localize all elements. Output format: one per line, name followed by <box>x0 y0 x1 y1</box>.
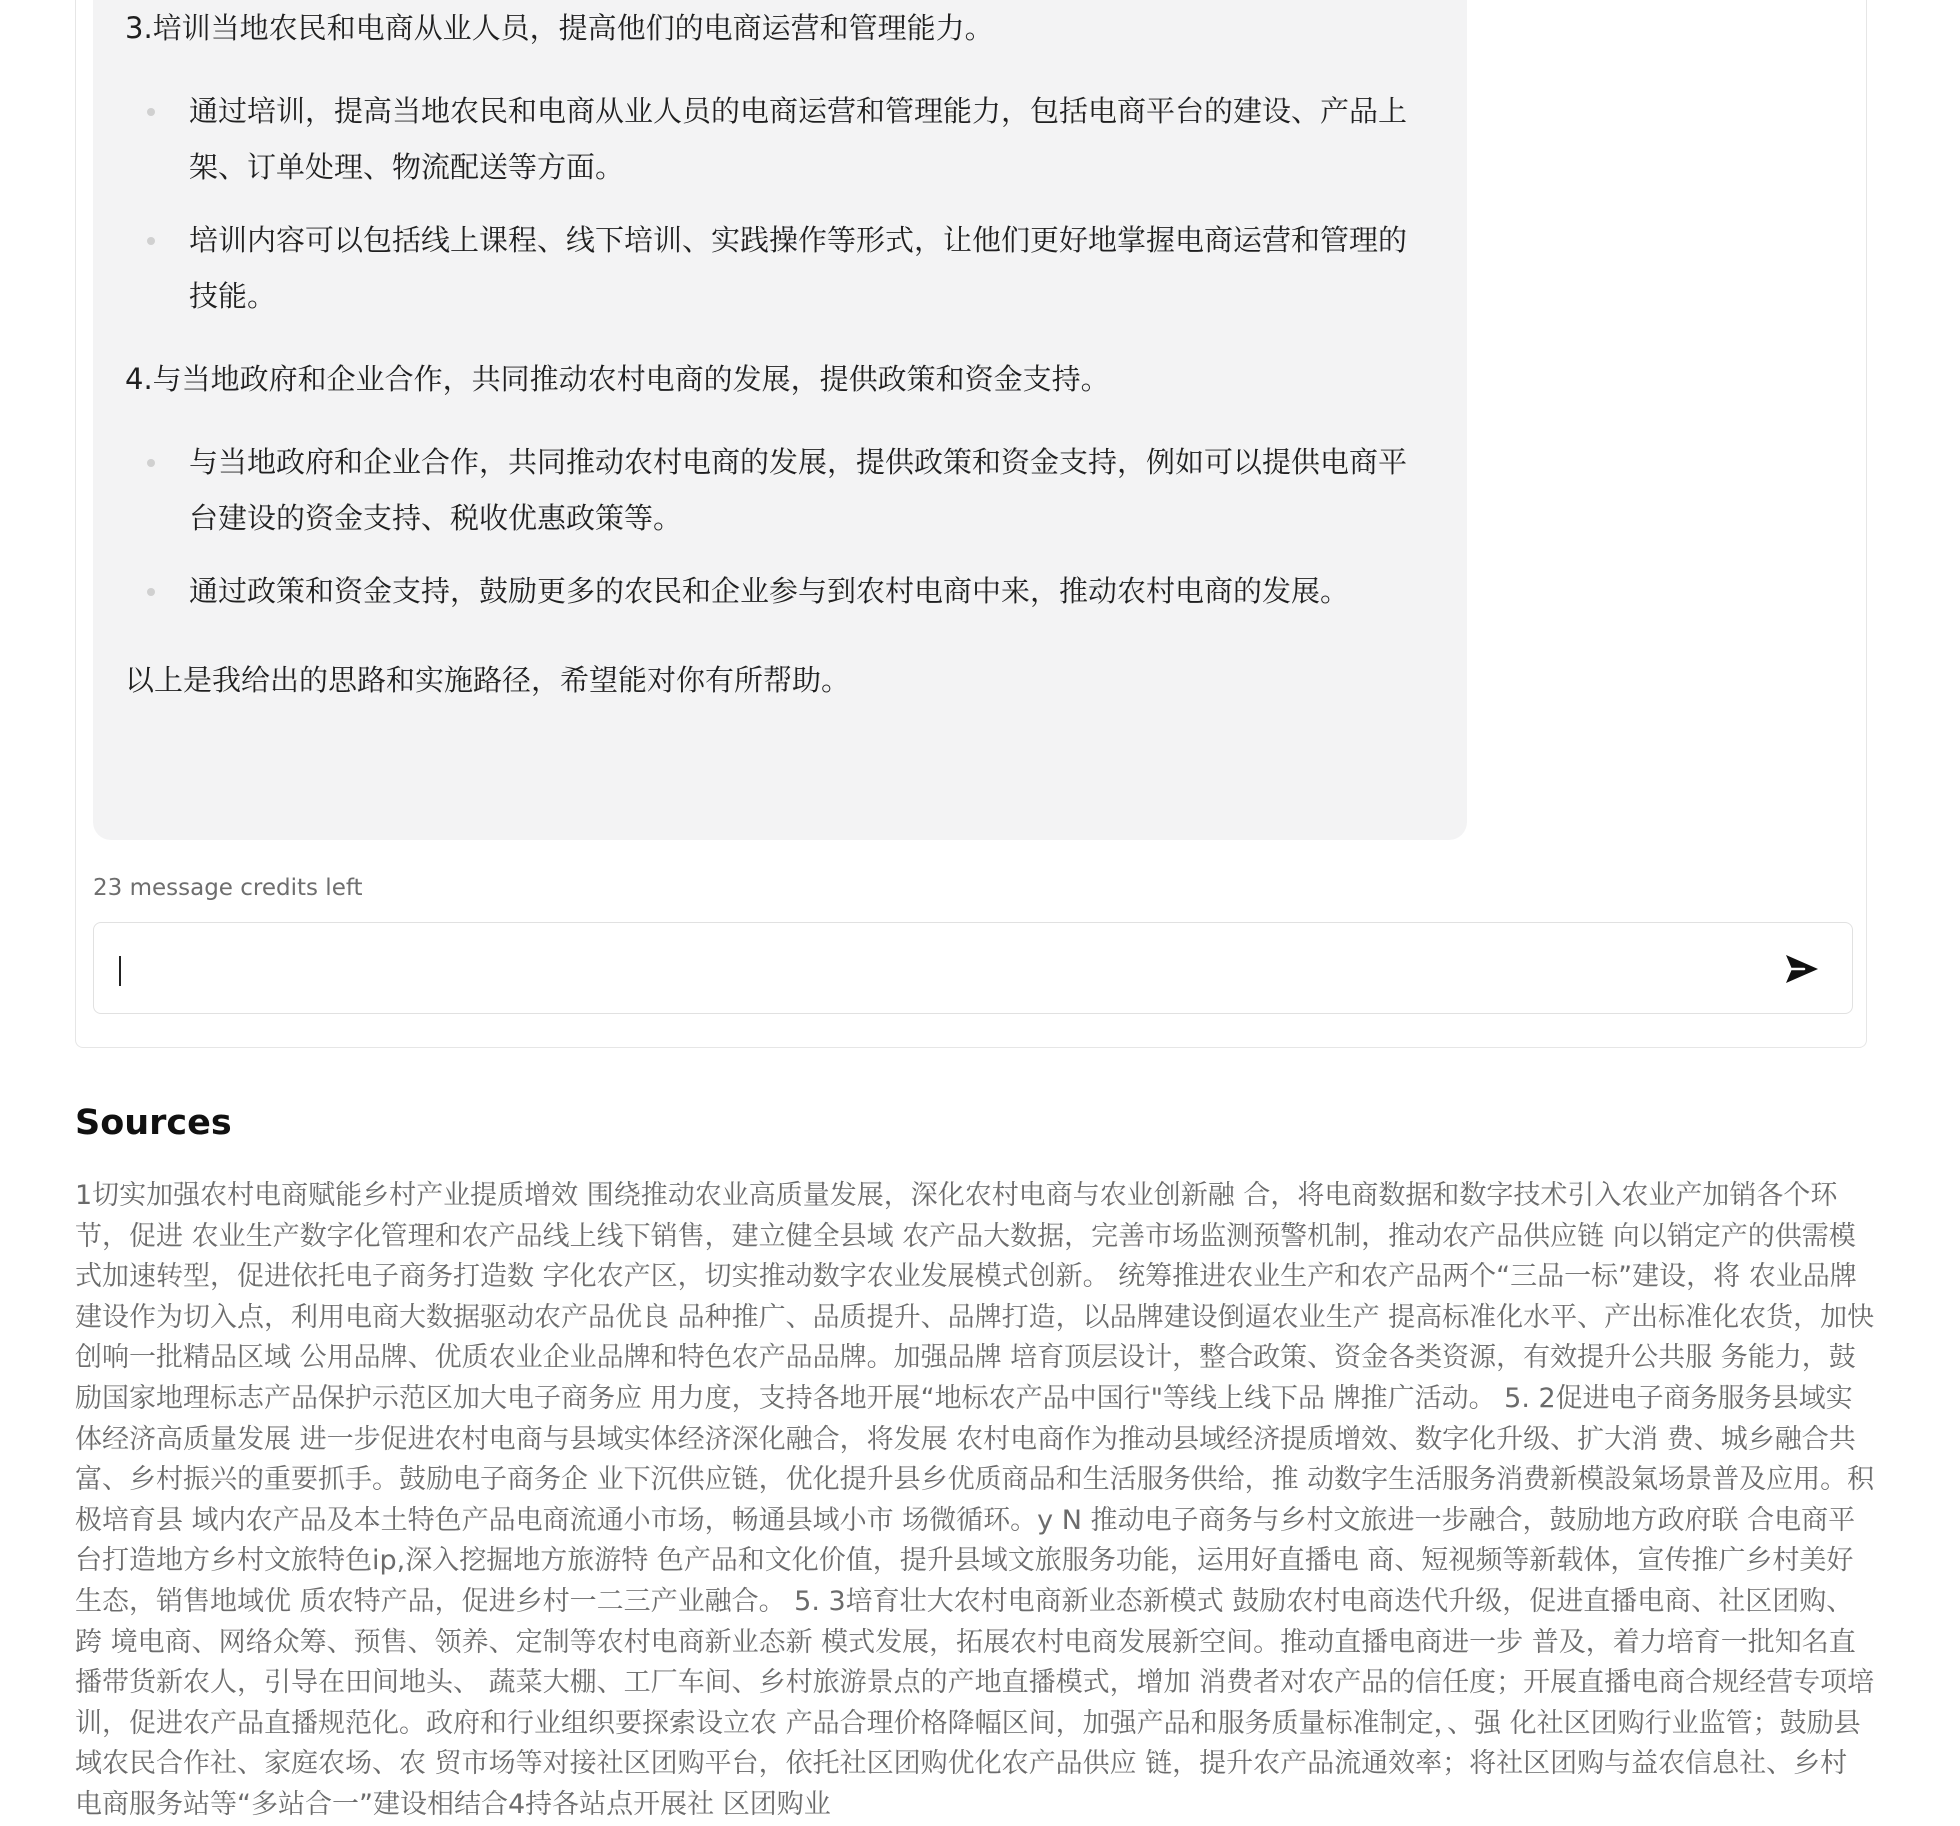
bullet-dot <box>147 459 155 467</box>
list-item <box>125 563 1435 619</box>
closing-text: 以上是我给出的思路和实施路径，希望能对你有所帮助。 <box>125 663 851 697</box>
message-input[interactable] <box>93 922 1853 1014</box>
credits-remaining: 23 message credits left <box>93 875 363 901</box>
bullet-dot <box>147 108 155 116</box>
text-caret <box>119 956 121 986</box>
send-icon <box>1784 953 1820 985</box>
bullet-list <box>125 83 1435 324</box>
sources-section <box>75 1095 1875 1826</box>
list-item <box>125 212 1435 324</box>
list-item <box>125 434 1435 546</box>
assistant-message <box>93 0 1467 840</box>
sources-text: 1切实加强农村电商赋能乡村产业提质增效 围绕推动农业高质量发展，深化农村电商与农业创新融 合，将电商数据和数字技术引入农业产加销各个环节，促进 农业生产数字化管理和农产品线上线下销售，建立健全县域 农产品大数据，完善市场监测预警机制，推动农产品供应链 向以销定产的供需模式加速转型，促进依托电子商务打造数 字化农产区，切实推动数字农业发展模式创新。 统筹推进农业生产和农产品两个“三品一标”建设，将 农业品牌建设作为切入点，利用电商大数据驱动农产品优良 品种推广、品质提升、品牌打造，以品牌建设倒逼农业生产 提高标准化水平、产出标准化农货，加快创响一批精品区域 公用品牌、优质农业企业品牌和特色农产品品牌。加强品牌 培育顶层设计，整合政策、资金各类资源，有效提升公共服 务能力，鼓励国家地理标志产品保护示范区加大电子商务应 用力度，支持各地开展“地标农产品中国行"等线上线下品 牌推广活动。 5. 2促进电子商务服务县域实体经济高质量发展 进一步促进农村电商与县域实体经济深化融合，将发展 农村电商作为推动县域经济提质增效、数字化升级、扩大消 费、城乡融合共富、乡村振兴的重要抓手。鼓励电子商务企 业下沉供应链，优化提升县乡优质商品和生活服务供给，推 动数字生活服务消费新模設氣场景普及应用。积极培育县 域内农产品及本土特色产品电商流通小市场，畅通县域小市 场微循环。y N 推动电子商务与乡村文旅进一步融合，鼓励地方政府联 合电商平台打造地方乡村文旅特色ip,深入挖掘地方旅游特 色产品和文化价值，提升县域文旅服务功能，运用好直播电 商、短视频等新载体，宣传推广乡村美好生态，销售地域优 质农特产品，促进乡村一二三产业融合。 5. 3培育壮大农村电商新业态新模式 鼓励农村电商迭代升级，促进直播电商、社区团购、跨 境电商、网络众筹、预售、领养、定制等农村电商新业态新 模式发展，拓展农村电商发展新空间。推动直播电商进一步 普及，着力培育一批知名直播带货新农人，引导在田间地头、 蔬菜大棚、工厂车间、乡村旅游景点的产地直播模式，增加 消费者对农产品的信任度；开展直播电商合规经营专项培 训，促进农产品直播规范化。政府和行业组织要探索设立农 产品合理价格降幅区间，加强产品和服务质量标准制定，、强 化社区团购行业监管；鼓励县域农民合作社、家庭农场、农 贸市场等对接社区团购平台，依托社区团购优化农产品供应 链，提升农产品流通效率；将社区团购与益农信息社、乡村 电商服务站等“多站合一”建设相结合4持各站点开展社 区团购业 <box>75 1180 1875 1820</box>
list-item-text: 通过政策和资金支持，鼓励更多的农民和企业参与到农村电商中来，推动农村电商的发展。 <box>189 574 1350 608</box>
bullet-list <box>125 434 1435 619</box>
bullet-dot <box>147 588 155 596</box>
section-heading: 4.与当地政府和企业合作，共同推动农村电商的发展，提供政策和资金支持。 <box>125 362 1110 396</box>
list-item-text: 通过培训，提高当地农民和电商从业人员的电商运营和管理能力，包括电商平台的建设、产品上架、订单处理、物流配送等方面。 <box>189 94 1408 184</box>
list-item-text: 培训内容可以包括线上课程、线下培训、实践操作等形式，让他们更好地掌握电商运营和管理的技能。 <box>189 223 1408 313</box>
list-item-text: 与当地政府和企业合作，共同推动农村电商的发展，提供政策和资金支持，例如可以提供电商平台建设的资金支持、税收优惠政策等。 <box>189 445 1408 535</box>
section-heading: 3.培训当地农民和电商从业人员，提高他们的电商运营和管理能力。 <box>125 11 994 45</box>
sources-title: Sources <box>75 1103 232 1143</box>
list-item <box>125 83 1435 195</box>
send-button[interactable] <box>1780 947 1824 991</box>
bullet-dot <box>147 237 155 245</box>
chat-panel <box>75 0 1867 1048</box>
